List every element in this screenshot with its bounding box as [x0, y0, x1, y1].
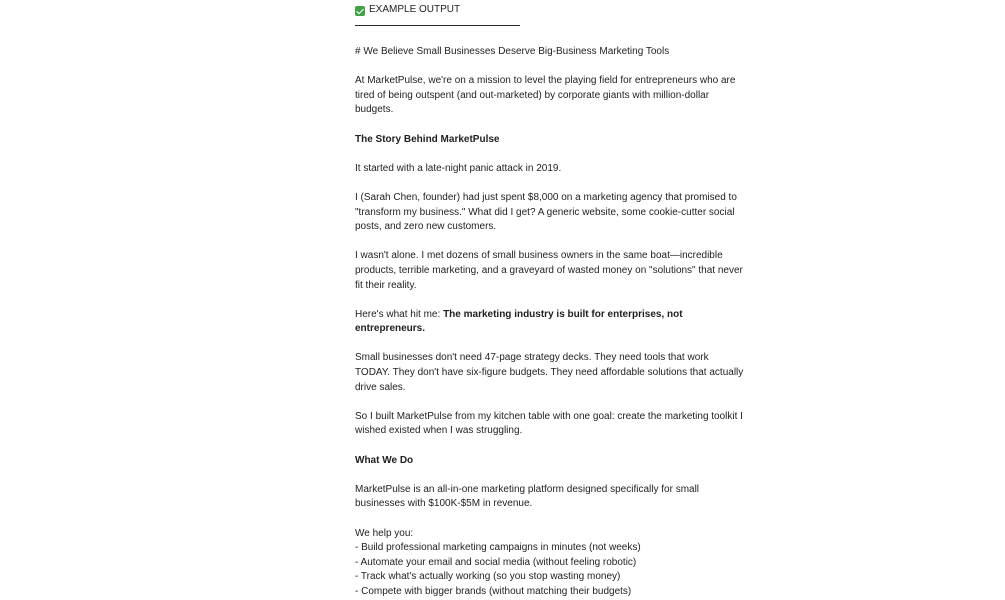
header-divider [355, 25, 520, 26]
story-paragraph-2: I (Sarah Chen, founder) had just spent $8,000 on a marketing agency that promised to "transform my business." What did I get? A generic website, some cookie-cutter social posts, and zero new customers. [355, 191, 737, 233]
story-paragraph-4 [355, 308, 745, 337]
example-output-header [355, 3, 745, 18]
help-list [355, 541, 745, 599]
list-item: - Compete with bigger brands (without matching their budgets) [355, 585, 632, 597]
story-heading: The Story Behind MarketPulse [355, 133, 500, 145]
document [355, 3, 745, 600]
help-intro: We help you: [355, 527, 414, 539]
story-paragraph-4-emphasis: The marketing industry is built for enterprises, not entrepreneurs. [355, 308, 683, 335]
intro-paragraph: At MarketPulse, we're on a mission to level the playing field for entrepreneurs who are tired of being outspent (and out-marketed) by corporate giants with million-dollar budgets. [355, 75, 736, 116]
list-item: - Track what's actually working (so you stop wasting money) [355, 571, 621, 583]
story-paragraph-6: So I built MarketPulse from my kitchen table with one goal: create the marketing toolkit I wished existed when I was struggling. [355, 410, 743, 437]
check-mark-icon [355, 6, 365, 16]
document-title: # We Believe Small Businesses Deserve Big-Business Marketing Tools [355, 46, 670, 57]
list-item: - Automate your email and social media (without feeling robotic) [355, 556, 637, 568]
what-we-do-heading: What We Do [355, 454, 414, 466]
story-paragraph-5: Small businesses don't need 47-page strategy decks. They need tools that work TODAY. They don't have six-figure budgets. They need affordable solutions that actually drive sales. [355, 352, 744, 393]
story-paragraph-4-prefix: Here's what hit me: [355, 308, 444, 320]
list-item: - Build professional marketing campaigns in minutes (not weeks) [355, 542, 641, 554]
example-output-label: EXAMPLE OUTPUT [369, 4, 461, 16]
story-paragraph-1: It started with a late-night panic attack in 2019. [355, 162, 562, 174]
what-we-do-paragraph: MarketPulse is an all-in-one marketing platform designed specifically for small businesses with $100K-$5M in revenue. [355, 483, 700, 510]
story-paragraph-3: I wasn't alone. I met dozens of small business owners in the same boat—incredible products, terrible marketing, and a graveyard of wasted money on "solutions" that never fit their reality. [355, 250, 743, 291]
